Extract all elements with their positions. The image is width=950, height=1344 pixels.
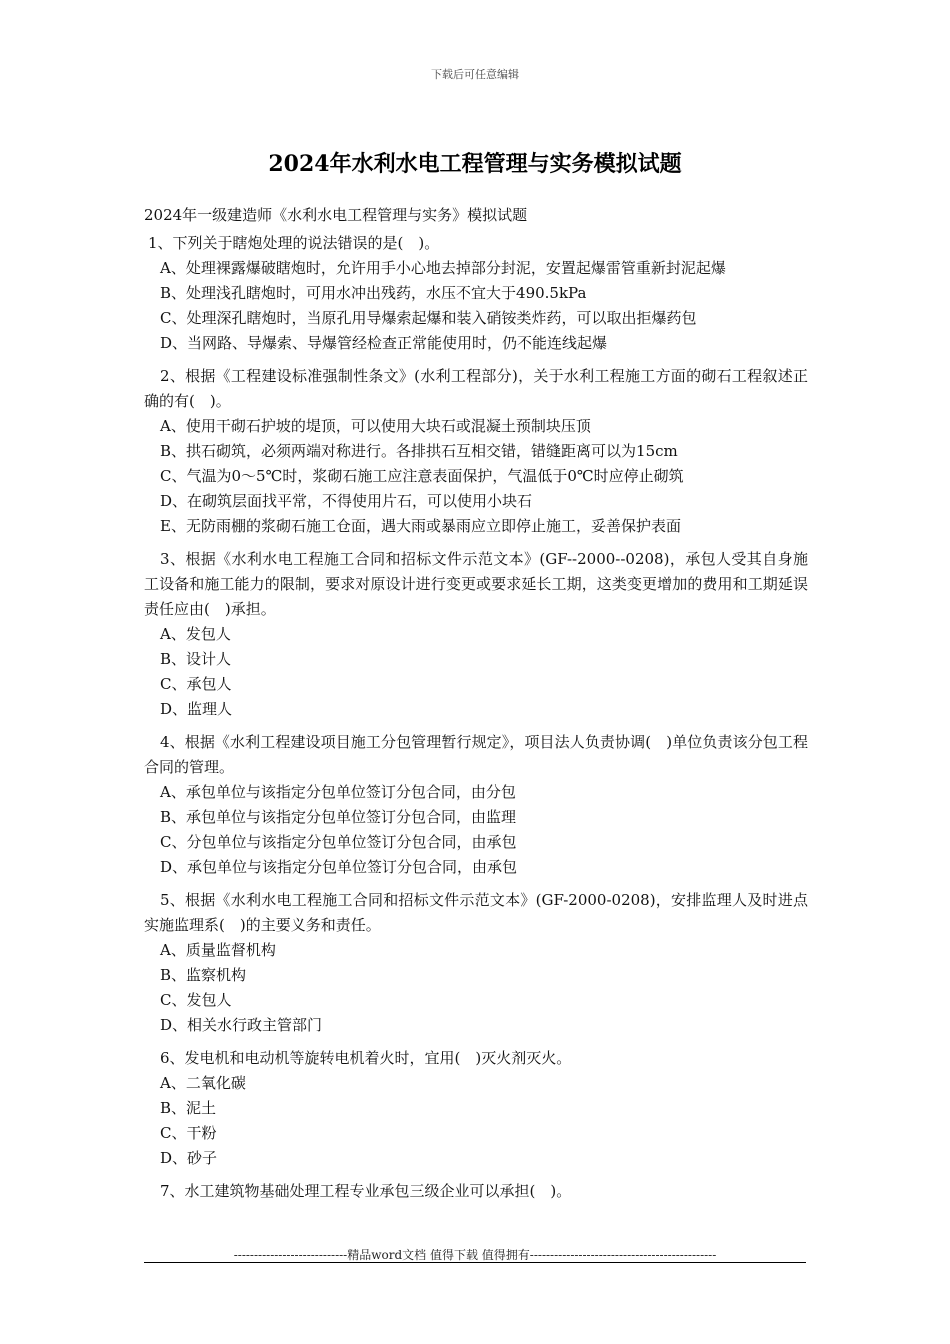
question-item xyxy=(144,364,808,539)
answer-option: A、处理裸露爆破瞎炮时，允许用手小心地去掉部分封泥，安置起爆雷管重新封泥起爆 xyxy=(160,259,726,277)
answer-option: A、使用干砌石护坡的堤顶，可以使用大块石或混凝土预制块压顶 xyxy=(160,417,591,435)
footer-rule xyxy=(144,1262,806,1263)
question-item xyxy=(144,888,808,1038)
footer-note: ----------------------------精品word文档 值得下载 值得拥有---------------------------------------------- xyxy=(233,1248,717,1262)
answer-option: B、监察机构 xyxy=(160,966,247,984)
question-stem: 6、发电机和电动机等旋转电机着火时，宜用( )灭火剂灭火。 xyxy=(160,1049,572,1067)
answer-option: C、发包人 xyxy=(160,991,232,1009)
answer-option: D、相关水行政主管部门 xyxy=(160,1016,323,1034)
question-stem: 3、根据《水利水电工程施工合同和招标文件示范文本》(GF--2000--0208)，承包人受其自身施工设备和施工能力的限制，要求对原设计进行变更或要求延长工期，这类变更增加的费用和工期延误责任应由( )承担。 xyxy=(144,550,808,618)
question-stem: 7、水工建筑物基础处理工程专业承包三级企业可以承担( )。 xyxy=(160,1182,572,1200)
answer-option: A、发包人 xyxy=(160,625,231,643)
question-item xyxy=(144,231,808,356)
document-subtitle: 2024年一级建造师《水利水电工程管理与实务》模拟试题 xyxy=(144,206,528,224)
question-item xyxy=(144,1046,808,1171)
answer-option: C、气温为0～5℃时，浆砌石施工应注意表面保护，气温低于0℃时应停止砌筑 xyxy=(160,467,684,485)
answer-option: B、泥土 xyxy=(160,1099,217,1117)
answer-option: C、干粉 xyxy=(160,1124,217,1142)
question-stem: 4、根据《水利工程建设项目施工分包管理暂行规定》，项目法人负责协调( )单位负责该分包工程合同的管理。 xyxy=(144,733,808,776)
answer-option: B、设计人 xyxy=(160,650,232,668)
question-item xyxy=(144,1179,808,1204)
answer-option: A、质量监督机构 xyxy=(160,941,276,959)
question-list xyxy=(144,231,808,1204)
question-stem: 1、下列关于瞎炮处理的说法错误的是( )。 xyxy=(148,234,440,252)
header-note: 下载后可任意编辑 xyxy=(431,68,519,81)
answer-option: C、承包人 xyxy=(160,675,232,693)
answer-option: D、承包单位与该指定分包单位签订分包合同，由承包 xyxy=(160,858,518,876)
answer-option: A、承包单位与该指定分包单位签订分包合同，由分包 xyxy=(160,783,516,801)
question-item xyxy=(144,730,808,880)
answer-option: B、承包单位与该指定分包单位签订分包合同，由监理 xyxy=(160,808,517,826)
document-body xyxy=(144,203,808,1204)
question-item xyxy=(144,547,808,722)
answer-option: E、无防雨棚的浆砌石施工仓面，遇大雨或暴雨应立即停止施工，妥善保护表面 xyxy=(160,517,681,535)
answer-option: D、监理人 xyxy=(160,700,233,718)
answer-option: D、当网路、导爆索、导爆管经检查正常能使用时，仍不能连线起爆 xyxy=(160,334,608,352)
answer-option: C、分包单位与该指定分包单位签订分包合同，由承包 xyxy=(160,833,517,851)
answer-option: C、处理深孔瞎炮时，当原孔用导爆索起爆和装入硝铵类炸药，可以取出拒爆药包 xyxy=(160,309,697,327)
answer-option: B、拱石砌筑，必须两端对称进行。各排拱石互相交错，错缝距离可以为15cm xyxy=(160,442,678,460)
answer-option: B、处理浅孔瞎炮时，可用水冲出残药，水压不宜大于490.5kPa xyxy=(160,284,587,302)
answer-option: D、砂子 xyxy=(160,1149,218,1167)
answer-option: D、在砌筑层面找平常，不得使用片石，可以使用小块石 xyxy=(160,492,533,510)
page-title: 2024年水利水电工程管理与实务模拟试题 xyxy=(268,151,682,177)
answer-option: A、二氧化碳 xyxy=(160,1074,246,1092)
question-stem: 5、根据《水利水电工程施工合同和招标文件示范文本》(GF-2000-0208)，安排监理人及时进点实施监理系( )的主要义务和责任。 xyxy=(144,891,808,934)
question-stem: 2、根据《工程建设标准强制性条文》(水利工程部分)，关于水利工程施工方面的砌石工程叙述正确的有( )。 xyxy=(144,367,808,410)
